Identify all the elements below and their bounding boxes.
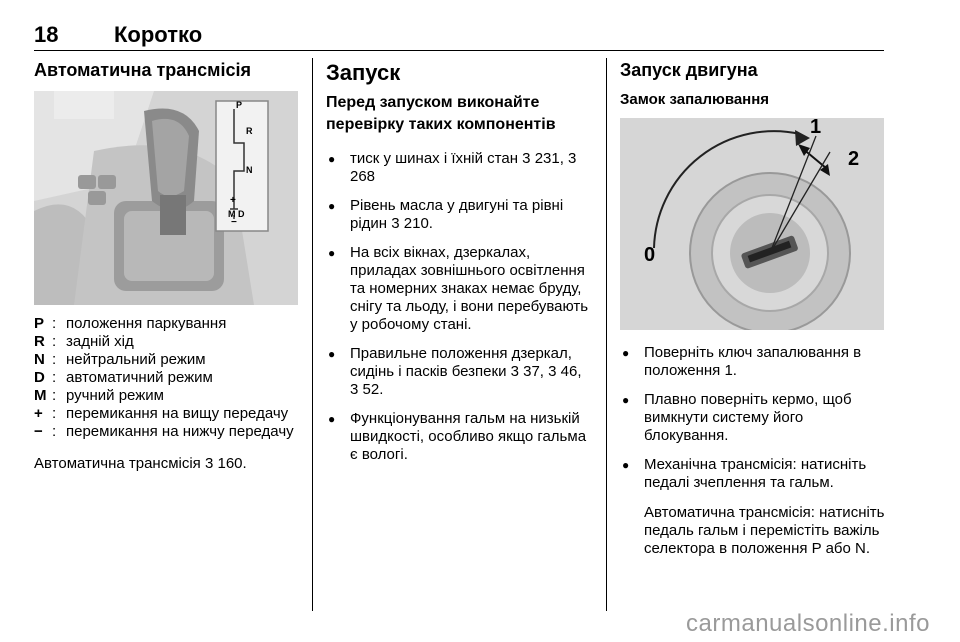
list-item: ● Рівень масла у двигуні та рівні рідин 3 210. [326,197,592,233]
list-item: ● Функціонування гальм на низькій швидкості, особливо якщо гальма є вологі. [326,410,592,464]
ignition-lock-illustration [620,118,884,330]
figure-label-zero: 0 [644,244,656,266]
column-transmission [34,60,300,473]
figure-label-two: 2 [848,148,860,170]
section-subheading: Замок запалювання [620,91,770,108]
gear-selector-figure [34,91,298,305]
figure-label-one: 1 [810,118,822,138]
figure-label-plus: + [230,195,236,206]
page-number: 18 [34,22,59,47]
column-engine-start [620,60,886,569]
list-item: ● Поверніть ключ запалювання в положення 1. [620,344,886,380]
legend-item: R : задній хід [34,333,134,350]
legend-list [34,315,300,441]
list-item: ● Механічна трансмісія: натисніть педалі зчеплення та гальм. Автоматична трансмісія: натисніть педаль гальм і перемістіть важіль селектора в положення P або N. [620,456,886,558]
figure-label-md: M D [228,209,245,219]
section-heading: Автоматична трансмісія [34,60,252,80]
legend-item: D : автоматичний режим [34,369,213,386]
watermark: carmanualsonline.info [686,610,930,637]
list-item: ● Правильне положення дзеркал, сидінь і пасків безпеки 3 37, 3 46, 3 52. [326,345,592,399]
cross-reference-note: Автоматична трансмісія 3 160. [34,455,247,472]
page-title: Коротко [114,22,203,47]
figure-label-minus: − [231,217,237,228]
column-divider [312,58,313,611]
figure-label-n: N [246,165,253,175]
legend-item: M : ручний режим [34,387,164,404]
section-heading: Запуск [326,60,401,85]
list-item: ● тиск у шинах і їхній стан 3 231, 3 268 [326,150,592,186]
column-divider [606,58,607,611]
section-subheading: Перед запуском виконайте перевірку таких компонентів [326,94,556,133]
ignition-lock-figure [620,118,884,330]
figure-label-p: P [236,100,243,110]
legend-item: − : перемикання на нижчу передачу [34,423,294,440]
list-item: ● На всіх вікнах, дзеркалах, приладах зовнішнього освітлення та номерних знаках немає бруду, снігу та льоду, і вони перебувають у робочому стані. [326,244,592,334]
checklist [326,150,592,464]
legend-item: + : перемикання на вищу передачу [34,405,289,422]
section-heading: Запуск двигуна [620,60,758,80]
gear-selector-illustration [34,91,298,305]
legend-item: N : нейтральний режим [34,351,206,368]
page-header [34,18,884,51]
list-item-extra: Автоматична трансмісія: натисніть педаль гальм і перемістіть важіль селектора в положення P або N. [644,504,885,557]
figure-label-r: R [246,126,253,136]
start-steps [620,344,886,558]
list-item: ● Плавно поверніть кермо, щоб вимкнути систему його блокування. [620,391,886,445]
legend-item: P : положення паркування [34,315,227,332]
column-start [326,60,592,475]
